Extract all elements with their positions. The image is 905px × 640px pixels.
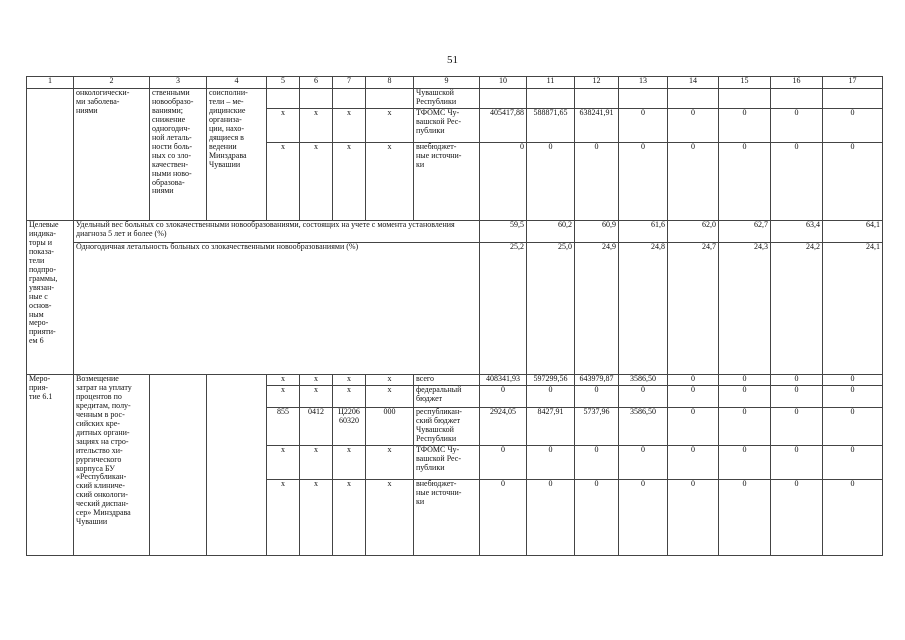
- funding-row: [27, 375, 883, 386]
- indicator-value-cell: 60,2: [527, 221, 575, 243]
- value-cell: [619, 89, 668, 109]
- value-cell: 0: [480, 386, 527, 408]
- value-cell: 0: [771, 375, 823, 386]
- value-cell: 0: [575, 446, 619, 480]
- value-cell: 0: [719, 375, 771, 386]
- executor-cell: соисполни- тели – ме- дицинские организа- ции, нахо- дящиеся в ведении Минздрава Чувашии: [207, 89, 267, 221]
- indicator-value-cell: 24,2: [771, 243, 823, 375]
- value-cell: 0: [619, 480, 668, 556]
- value-cell: 0: [719, 109, 771, 143]
- value-cell: 0: [719, 446, 771, 480]
- column-number-cell: 6: [300, 77, 333, 89]
- indicator-value-cell: 62,7: [719, 221, 771, 243]
- value-cell: 597299,56: [527, 375, 575, 386]
- code-cell: x: [300, 375, 333, 386]
- value-cell: 3586,50: [619, 408, 668, 446]
- funding-source-cell: ТФОМС Чу- вашской Рес- публики: [414, 109, 480, 143]
- code-cell: x: [300, 480, 333, 556]
- funding-source-cell: ТФОМС Чу- вашской Рес- публики: [414, 446, 480, 480]
- value-cell: [668, 89, 719, 109]
- column-number-cell: 4: [207, 77, 267, 89]
- code-cell: 000: [366, 408, 414, 446]
- value-cell: 2924,05: [480, 408, 527, 446]
- page-number: 51: [447, 54, 458, 66]
- indicator-value-cell: 63,4: [771, 221, 823, 243]
- code-cell: x: [333, 375, 366, 386]
- measure-goal-cell: ственными новообразо- ваниями; снижение одногодич- ной леталь- ности боль- ных со зло- качествен- ными ново- образова- ниями: [150, 89, 207, 221]
- value-cell: 638241,91: [575, 109, 619, 143]
- funding-source-cell: внебюджет- ные источни- ки: [414, 480, 480, 556]
- value-cell: 0: [619, 143, 668, 221]
- column-number-cell: 10: [480, 77, 527, 89]
- code-cell: x: [366, 386, 414, 408]
- measure-goal-cell: [150, 375, 207, 556]
- indicator-value-cell: 59,5: [480, 221, 527, 243]
- code-cell: x: [300, 386, 333, 408]
- value-cell: 643979,87: [575, 375, 619, 386]
- value-cell: 0: [771, 143, 823, 221]
- column-number-cell: 11: [527, 77, 575, 89]
- value-cell: 0: [668, 480, 719, 556]
- funding-source-cell: всего: [414, 375, 480, 386]
- code-cell: 0412: [300, 408, 333, 446]
- value-cell: 0: [719, 143, 771, 221]
- code-cell: [267, 89, 300, 109]
- value-cell: 0: [480, 143, 527, 221]
- code-cell: x: [267, 386, 300, 408]
- code-cell: x: [333, 143, 366, 221]
- indicator-value-cell: 24,1: [823, 243, 883, 375]
- value-cell: 0: [668, 109, 719, 143]
- code-cell: x: [300, 109, 333, 143]
- value-cell: 0: [771, 386, 823, 408]
- code-cell: x: [333, 386, 366, 408]
- column-number-cell: 15: [719, 77, 771, 89]
- value-cell: [480, 89, 527, 109]
- value-cell: 0: [527, 143, 575, 221]
- column-number-cell: 16: [771, 77, 823, 89]
- measure-description-cell: онкологически- ми заболева- ниями: [74, 89, 150, 221]
- column-number-cell: 7: [333, 77, 366, 89]
- value-cell: 0: [719, 386, 771, 408]
- indicator-value-cell: 62,0: [668, 221, 719, 243]
- code-cell: Ц2206 60320: [333, 408, 366, 446]
- code-cell: x: [267, 143, 300, 221]
- value-cell: 0: [575, 143, 619, 221]
- column-number-cell: 5: [267, 77, 300, 89]
- value-cell: 0: [619, 109, 668, 143]
- value-cell: 8427,91: [527, 408, 575, 446]
- table-body: [27, 77, 883, 556]
- code-cell: x: [366, 143, 414, 221]
- column-number-row: [27, 77, 883, 89]
- indicator-row: [27, 243, 883, 375]
- indicator-row: [27, 221, 883, 243]
- code-cell: x: [267, 375, 300, 386]
- funding-source-cell: федеральный бюджет: [414, 386, 480, 408]
- indicator-text-cell: Одногодичная летальность больных со злокачественными новообразованиями (%): [74, 243, 480, 375]
- value-cell: 0: [823, 446, 883, 480]
- value-cell: 0: [480, 446, 527, 480]
- value-cell: 0: [771, 109, 823, 143]
- code-cell: [366, 89, 414, 109]
- value-cell: 0: [823, 408, 883, 446]
- value-cell: 0: [668, 386, 719, 408]
- value-cell: 0: [575, 480, 619, 556]
- value-cell: [575, 89, 619, 109]
- code-cell: x: [366, 480, 414, 556]
- code-cell: x: [300, 446, 333, 480]
- value-cell: 0: [480, 480, 527, 556]
- code-cell: x: [333, 480, 366, 556]
- value-cell: 0: [527, 386, 575, 408]
- indicator-value-cell: 24,8: [619, 243, 668, 375]
- funding-source-cell: Чувашской Республики: [414, 89, 480, 109]
- value-cell: 0: [719, 480, 771, 556]
- measure-description-cell: Возмещение затрат на уплату процентов по кредитам, полу- ченным в рос- сийских кре- дитных органи- зациях на стро- ительство хи- рургического корпуса БУ «Республикан- ский клиниче- ский онкологи- ческий диспан- сер» Минздрава Чувашии: [74, 375, 150, 556]
- value-cell: 0: [719, 408, 771, 446]
- column-number-cell: 14: [668, 77, 719, 89]
- code-cell: x: [366, 109, 414, 143]
- value-cell: 0: [668, 375, 719, 386]
- code-cell: x: [366, 446, 414, 480]
- value-cell: [719, 89, 771, 109]
- value-cell: 0: [823, 386, 883, 408]
- value-cell: 0: [668, 143, 719, 221]
- code-cell: [300, 89, 333, 109]
- indicator-value-cell: 64,1: [823, 221, 883, 243]
- value-cell: 0: [575, 386, 619, 408]
- code-cell: x: [267, 109, 300, 143]
- funding-source-cell: республикан- ский бюджет Чувашской Республики: [414, 408, 480, 446]
- value-cell: 0: [527, 480, 575, 556]
- value-cell: 0: [619, 446, 668, 480]
- column-number-cell: 1: [27, 77, 74, 89]
- code-cell: x: [300, 143, 333, 221]
- column-number-cell: 13: [619, 77, 668, 89]
- value-cell: 0: [771, 408, 823, 446]
- value-cell: [823, 89, 883, 109]
- funding-source-cell: внебюджет- ные источни- ки: [414, 143, 480, 221]
- value-cell: 0: [771, 480, 823, 556]
- code-cell: x: [366, 375, 414, 386]
- value-cell: 0: [823, 480, 883, 556]
- code-cell: x: [267, 480, 300, 556]
- value-cell: 0: [527, 446, 575, 480]
- value-cell: 0: [668, 446, 719, 480]
- indicator-value-cell: 24,9: [575, 243, 619, 375]
- indicator-value-cell: 60,9: [575, 221, 619, 243]
- indicator-text-cell: Удельный вес больных со злокачественными новообразованиями, состоящих на учете с момента установления диагноза 5 лет и более (%): [74, 221, 480, 243]
- column-number-cell: 12: [575, 77, 619, 89]
- code-cell: x: [333, 109, 366, 143]
- value-cell: 0: [823, 375, 883, 386]
- funding-row: [27, 89, 883, 109]
- column-number-cell: 9: [414, 77, 480, 89]
- column-number-cell: 3: [150, 77, 207, 89]
- value-cell: [527, 89, 575, 109]
- value-cell: 0: [823, 109, 883, 143]
- code-cell: 855: [267, 408, 300, 446]
- program-table: [26, 76, 883, 556]
- column-number-cell: 2: [74, 77, 150, 89]
- indicator-value-cell: 25,2: [480, 243, 527, 375]
- value-cell: 0: [771, 446, 823, 480]
- value-cell: 405417,88: [480, 109, 527, 143]
- value-cell: 0: [619, 386, 668, 408]
- value-cell: 0: [668, 408, 719, 446]
- indicator-value-cell: 24,3: [719, 243, 771, 375]
- executor-cell: [207, 375, 267, 556]
- value-cell: 5737,96: [575, 408, 619, 446]
- indicator-value-cell: 25,0: [527, 243, 575, 375]
- indicators-label-cell: Целевые индика- торы и показа- тели подпро- граммы, увязан- ные с основ- ным меро- прияти- ем 6: [27, 221, 74, 375]
- value-cell: 408341,93: [480, 375, 527, 386]
- value-cell: [771, 89, 823, 109]
- code-cell: x: [267, 446, 300, 480]
- column-number-cell: 17: [823, 77, 883, 89]
- measure-label-cell: Меро- прия- тие 6.1: [27, 375, 74, 556]
- indicator-value-cell: 24,7: [668, 243, 719, 375]
- indicator-value-cell: 61,6: [619, 221, 668, 243]
- code-cell: [333, 89, 366, 109]
- value-cell: 0: [823, 143, 883, 221]
- value-cell: 3586,50: [619, 375, 668, 386]
- value-cell: 588871,65: [527, 109, 575, 143]
- measure-label-cell: [27, 89, 74, 221]
- code-cell: x: [333, 446, 366, 480]
- column-number-cell: 8: [366, 77, 414, 89]
